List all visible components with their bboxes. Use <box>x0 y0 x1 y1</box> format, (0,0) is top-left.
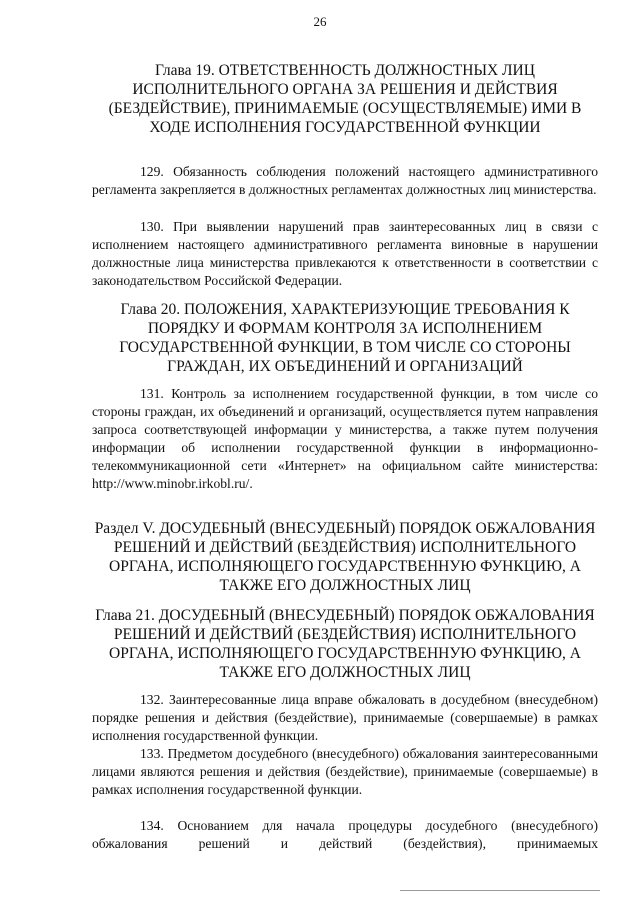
chapter-20-heading: Глава 20. ПОЛОЖЕНИЯ, ХАРАКТЕРИЗУЮЩИЕ ТРЕБОВАНИЯ К ПОРЯДКУ И ФОРМАМ КОНТРОЛЯ ЗА ИСПОЛНЕНИЕМ ГОСУДАРСТВЕННОЙ ФУНКЦИИ, В ТОМ ЧИСЛЕ СО СТОРОНЫ ГРАЖДАН, ИХ ОБЪЕДИНЕНИЙ И ОРГАНИЗАЦИЙ <box>119 301 571 375</box>
paragraph-131: 131. Контроль за исполнением государственной функции, в том числе со стороны граждан, их объединений и организаций, осуществляется путем направления запроса соответствующей информации у министерства, а также путем получения информации об исполнении государственной функции в информационно-телекоммуникационной сети «Интернет» на официальном сайте министерства: http://www.minobr.irkobl.ru/. <box>92 386 598 491</box>
paragraph-133: 133. Предметом досудебного (внесудебного) обжалования заинтересованными лицами являются решения и действия (бездействие), принимаемые (совершаемые) в рамках исполнения государственной функции. <box>92 746 598 797</box>
paragraph-130: 130. При выявлении нарушений прав заинтересованных лиц в связи с исполнением настоящего административного регламента виновные в нарушении должностные лица министерства привлекаются к ответственности в соответствии с законодательством Российской Федерации. <box>92 219 598 288</box>
paragraph-129: 129. Обязанность соблюдения положений настоящего административного регламента закрепляется в должностных регламентах должностных лиц министерства. <box>92 164 598 197</box>
paragraph-132: 132. Заинтересованные лица вправе обжаловать в досудебном (внесудебном) порядке решения и действия (бездействие), принимаемые (совершаемые) в рамках исполнения государственной функции. <box>92 692 598 743</box>
paragraph-134: 134. Основанием для начала процедуры досудебного (внесудебного) обжалования решений и действий (бездействия), принимаемых <box>92 818 598 851</box>
page-number: 26 <box>313 14 327 29</box>
footer-rule <box>400 890 600 891</box>
chapter-19-heading: Глава 19. ОТВЕТСТВЕННОСТЬ ДОЛЖНОСТНЫХ ЛИЦ ИСПОЛНИТЕЛЬНОГО ОРГАНА ЗА РЕШЕНИЯ И ДЕЙСТВИЯ (БЕЗДЕЙСТВИЕ), ПРИНИМАЕМЫЕ (ОСУЩЕСТВЛЯЕМЫЕ) ИМИ В ХОДЕ ИСПОЛНЕНИЯ ГОСУДАРСТВЕННОЙ ФУНКЦИИ <box>108 62 582 136</box>
chapter-21-heading: Глава 21. ДОСУДЕБНЫЙ (ВНЕСУДЕБНЫЙ) ПОРЯДОК ОБЖАЛОВАНИЯ РЕШЕНИЙ И ДЕЙСТВИЙ (БЕЗДЕЙСТВИЯ) ИСПОЛНИТЕЛЬНОГО ОРГАНА, ИСПОЛНЯЮЩЕГО ГОСУДАРСТВЕННУЮ ФУНКЦИЮ, А ТАКЖЕ ЕГО ДОЛЖНОСТНЫХ ЛИЦ <box>95 607 595 681</box>
section-5-heading: Раздел V. ДОСУДЕБНЫЙ (ВНЕСУДЕБНЫЙ) ПОРЯДОК ОБЖАЛОВАНИЯ РЕШЕНИЙ И ДЕЙСТВИЙ (БЕЗДЕЙСТВИЯ) ИСПОЛНИТЕЛЬНОГО ОРГАНА, ИСПОЛНЯЮЩЕГО ГОСУДАРСТВЕННУЮ ФУНКЦИЮ, А ТАКЖЕ ЕГО ДОЛЖНОСТНЫХ ЛИЦ <box>94 520 596 594</box>
